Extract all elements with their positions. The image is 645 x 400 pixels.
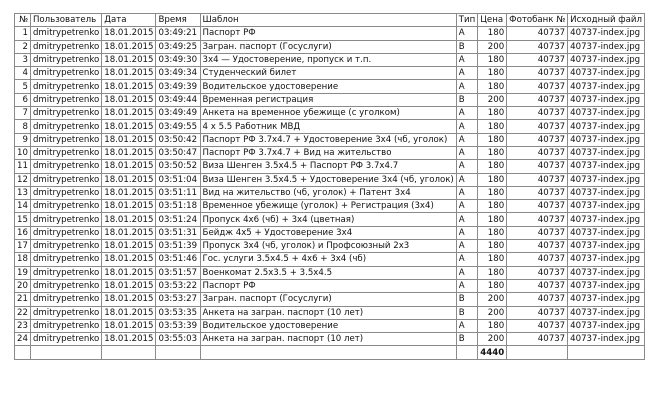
cell-date: 18.01.2015 [102,160,156,173]
cell-photobank: 40737 [507,173,568,186]
cell-type: A [456,53,477,66]
cell-time: 03:51:18 [156,200,200,213]
cell-photobank: 40737 [507,293,568,306]
cell-template: Виза Шенген 3.5x4.5 + Паспорт РФ 3.7x4.7 [200,160,456,173]
cell-user: dmitrypetrenko [30,186,101,199]
cell-photobank: 40737 [507,266,568,279]
cell-user: dmitrypetrenko [30,67,101,80]
cell-price: 180 [478,253,507,266]
table-row [15,53,645,66]
table-row [15,306,645,319]
cell-price: 180 [478,200,507,213]
cell-source-file: 40737-index.jpg [568,293,645,306]
cell-time: 03:49:55 [156,120,200,133]
cell-date: 18.01.2015 [102,53,156,66]
cell-time: 03:51:31 [156,226,200,239]
header-number: № [15,14,31,27]
cell-time: 03:51:24 [156,213,200,226]
cell-template: Временная регистрация [200,93,456,106]
cell-date: 18.01.2015 [102,67,156,80]
table-row [15,146,645,159]
cell-number: 8 [15,120,31,133]
cell-template: Паспорт РФ [200,27,456,40]
cell-template: Водительское удостоверение [200,319,456,332]
cell-date: 18.01.2015 [102,226,156,239]
cell-time: 03:51:11 [156,186,200,199]
cell-template: Гос. услуги 3.5x4.5 + 4x6 + 3x4 (чб) [200,253,456,266]
cell-photobank: 40737 [507,319,568,332]
cell-template: Пропуск 3x4 (чб, уголок) и Профсоюзный 2x3 [200,240,456,253]
cell-template: Временное убежище (уголок) + Регистрация (3x4) [200,200,456,213]
cell-user: dmitrypetrenko [30,226,101,239]
total-cell-empty [15,346,31,359]
cell-number: 4 [15,67,31,80]
cell-photobank: 40737 [507,333,568,346]
cell-price: 180 [478,67,507,80]
cell-photobank: 40737 [507,40,568,53]
cell-type: A [456,279,477,292]
cell-date: 18.01.2015 [102,40,156,53]
cell-photobank: 40737 [507,226,568,239]
cell-photobank: 40737 [507,240,568,253]
cell-type: A [456,120,477,133]
cell-time: 03:51:57 [156,266,200,279]
cell-source-file: 40737-index.jpg [568,226,645,239]
cell-type: B [456,40,477,53]
table-row [15,27,645,40]
cell-time: 03:49:21 [156,27,200,40]
cell-number: 12 [15,173,31,186]
cell-template: Вид на жительство (чб, уголок) + Патент 3x4 [200,186,456,199]
total-cell-empty [102,346,156,359]
orders-table-container [14,13,645,360]
cell-price: 180 [478,160,507,173]
total-cell-empty [30,346,101,359]
cell-price: 180 [478,146,507,159]
cell-price: 180 [478,226,507,239]
cell-template: Паспорт РФ 3.7x4.7 + Удостоверение 3x4 (чб, уголок) [200,133,456,146]
table-row [15,279,645,292]
cell-user: dmitrypetrenko [30,80,101,93]
cell-date: 18.01.2015 [102,333,156,346]
cell-time: 03:53:39 [156,319,200,332]
cell-user: dmitrypetrenko [30,293,101,306]
cell-source-file: 40737-index.jpg [568,213,645,226]
cell-type: B [456,306,477,319]
cell-number: 9 [15,133,31,146]
cell-date: 18.01.2015 [102,240,156,253]
cell-number: 3 [15,53,31,66]
cell-user: dmitrypetrenko [30,133,101,146]
cell-price: 200 [478,93,507,106]
table-row [15,133,645,146]
table-row [15,240,645,253]
cell-price: 200 [478,40,507,53]
cell-type: B [456,293,477,306]
cell-source-file: 40737-index.jpg [568,133,645,146]
cell-date: 18.01.2015 [102,213,156,226]
table-row [15,319,645,332]
table-row [15,173,645,186]
cell-type: A [456,146,477,159]
header-source-file: Исходный файл [568,14,645,27]
cell-date: 18.01.2015 [102,120,156,133]
cell-time: 03:50:42 [156,133,200,146]
cell-price: 200 [478,333,507,346]
cell-source-file: 40737-index.jpg [568,146,645,159]
cell-number: 20 [15,279,31,292]
header-price: Цена [478,14,507,27]
cell-type: A [456,107,477,120]
cell-photobank: 40737 [507,93,568,106]
table-row [15,93,645,106]
cell-type: A [456,226,477,239]
cell-time: 03:53:27 [156,293,200,306]
cell-time: 03:49:39 [156,80,200,93]
cell-source-file: 40737-index.jpg [568,306,645,319]
cell-type: A [456,200,477,213]
cell-date: 18.01.2015 [102,186,156,199]
cell-number: 10 [15,146,31,159]
cell-user: dmitrypetrenko [30,120,101,133]
table-row [15,107,645,120]
cell-number: 2 [15,40,31,53]
header-user: Пользователь [30,14,101,27]
cell-price: 180 [478,279,507,292]
cell-type: A [456,173,477,186]
cell-number: 1 [15,27,31,40]
cell-user: dmitrypetrenko [30,253,101,266]
cell-photobank: 40737 [507,279,568,292]
cell-price: 200 [478,293,507,306]
total-cell-empty [568,346,645,359]
cell-source-file: 40737-index.jpg [568,93,645,106]
cell-photobank: 40737 [507,213,568,226]
table-row [15,253,645,266]
cell-source-file: 40737-index.jpg [568,200,645,213]
cell-number: 18 [15,253,31,266]
cell-photobank: 40737 [507,80,568,93]
cell-template: 3x4 — Удостоверение, пропуск и т.п. [200,53,456,66]
cell-photobank: 40737 [507,67,568,80]
orders-table [14,13,645,360]
cell-number: 7 [15,107,31,120]
cell-source-file: 40737-index.jpg [568,279,645,292]
cell-template: 4 x 5.5 Работник МВД [200,120,456,133]
cell-template: Виза Шенген 3.5x4.5 + Удостоверение 3x4 (чб, уголок) [200,173,456,186]
cell-user: dmitrypetrenko [30,319,101,332]
cell-user: dmitrypetrenko [30,200,101,213]
cell-time: 03:51:46 [156,253,200,266]
cell-price: 180 [478,107,507,120]
cell-template: Анкета на загран. паспорт (10 лет) [200,333,456,346]
cell-source-file: 40737-index.jpg [568,160,645,173]
table-row [15,200,645,213]
cell-date: 18.01.2015 [102,319,156,332]
cell-template: Водительское удостоверение [200,80,456,93]
cell-type: A [456,186,477,199]
cell-time: 03:49:25 [156,40,200,53]
cell-time: 03:49:49 [156,107,200,120]
cell-template: Паспорт РФ 3.7x4.7 + Вид на жительство [200,146,456,159]
cell-photobank: 40737 [507,53,568,66]
cell-number: 23 [15,319,31,332]
cell-date: 18.01.2015 [102,279,156,292]
cell-time: 03:50:47 [156,146,200,159]
cell-time: 03:49:44 [156,93,200,106]
cell-source-file: 40737-index.jpg [568,40,645,53]
cell-source-file: 40737-index.jpg [568,253,645,266]
cell-number: 13 [15,186,31,199]
cell-number: 14 [15,200,31,213]
cell-time: 03:50:52 [156,160,200,173]
cell-number: 16 [15,226,31,239]
cell-photobank: 40737 [507,107,568,120]
cell-number: 11 [15,160,31,173]
table-row [15,266,645,279]
cell-photobank: 40737 [507,200,568,213]
cell-photobank: 40737 [507,186,568,199]
header-type: Тип [456,14,477,27]
cell-user: dmitrypetrenko [30,107,101,120]
cell-type: A [456,67,477,80]
cell-type: A [456,133,477,146]
cell-price: 180 [478,80,507,93]
cell-time: 03:51:39 [156,240,200,253]
cell-template: Анкета на временное убежище (с уголком) [200,107,456,120]
cell-number: 24 [15,333,31,346]
cell-type: A [456,213,477,226]
cell-user: dmitrypetrenko [30,146,101,159]
cell-template: Загран. паспорт (Госуслуги) [200,40,456,53]
total-sum: 4440 [478,346,507,359]
cell-time: 03:51:04 [156,173,200,186]
cell-date: 18.01.2015 [102,293,156,306]
cell-template: Студенческий билет [200,67,456,80]
cell-source-file: 40737-index.jpg [568,120,645,133]
cell-source-file: 40737-index.jpg [568,173,645,186]
total-cell-empty [200,346,456,359]
cell-photobank: 40737 [507,133,568,146]
cell-type: A [456,240,477,253]
header-photobank: Фотобанк № [507,14,568,27]
cell-source-file: 40737-index.jpg [568,67,645,80]
cell-template: Анкета на загран. паспорт (10 лет) [200,306,456,319]
cell-type: A [456,160,477,173]
cell-date: 18.01.2015 [102,200,156,213]
cell-source-file: 40737-index.jpg [568,240,645,253]
cell-type: A [456,253,477,266]
cell-date: 18.01.2015 [102,306,156,319]
table-row [15,186,645,199]
table-row [15,213,645,226]
cell-price: 180 [478,266,507,279]
cell-source-file: 40737-index.jpg [568,27,645,40]
cell-date: 18.01.2015 [102,27,156,40]
cell-user: dmitrypetrenko [30,40,101,53]
cell-source-file: 40737-index.jpg [568,319,645,332]
cell-date: 18.01.2015 [102,93,156,106]
cell-source-file: 40737-index.jpg [568,80,645,93]
cell-price: 180 [478,27,507,40]
cell-number: 19 [15,266,31,279]
cell-type: B [456,333,477,346]
cell-photobank: 40737 [507,253,568,266]
cell-template: Бейдж 4x5 + Удостоверение 3x4 [200,226,456,239]
cell-photobank: 40737 [507,27,568,40]
cell-price: 180 [478,186,507,199]
cell-source-file: 40737-index.jpg [568,266,645,279]
cell-template: Паспорт РФ [200,279,456,292]
header-template: Шаблон [200,14,456,27]
cell-price: 200 [478,306,507,319]
cell-user: dmitrypetrenko [30,213,101,226]
cell-user: dmitrypetrenko [30,27,101,40]
header-date: Дата [102,14,156,27]
table-row [15,40,645,53]
table-total-row [15,346,645,359]
cell-time: 03:49:30 [156,53,200,66]
cell-time: 03:55:03 [156,333,200,346]
cell-source-file: 40737-index.jpg [568,186,645,199]
cell-type: A [456,266,477,279]
total-cell-empty [156,346,200,359]
table-row [15,293,645,306]
cell-template: Военкомат 2.5x3.5 + 3.5x4.5 [200,266,456,279]
cell-number: 15 [15,213,31,226]
table-row [15,67,645,80]
cell-number: 21 [15,293,31,306]
cell-user: dmitrypetrenko [30,279,101,292]
cell-user: dmitrypetrenko [30,53,101,66]
cell-type: A [456,80,477,93]
cell-date: 18.01.2015 [102,173,156,186]
cell-photobank: 40737 [507,120,568,133]
cell-price: 180 [478,173,507,186]
cell-type: A [456,27,477,40]
cell-type: A [456,319,477,332]
cell-user: dmitrypetrenko [30,93,101,106]
total-cell-empty [456,346,477,359]
table-row [15,160,645,173]
header-time: Время [156,14,200,27]
cell-price: 180 [478,53,507,66]
table-header-row [15,14,645,27]
total-cell-empty [507,346,568,359]
cell-source-file: 40737-index.jpg [568,107,645,120]
cell-source-file: 40737-index.jpg [568,333,645,346]
cell-user: dmitrypetrenko [30,160,101,173]
cell-photobank: 40737 [507,160,568,173]
cell-user: dmitrypetrenko [30,240,101,253]
cell-user: dmitrypetrenko [30,173,101,186]
cell-time: 03:49:34 [156,67,200,80]
table-row [15,80,645,93]
cell-date: 18.01.2015 [102,80,156,93]
cell-number: 17 [15,240,31,253]
cell-source-file: 40737-index.jpg [568,53,645,66]
cell-number: 5 [15,80,31,93]
cell-date: 18.01.2015 [102,107,156,120]
table-row [15,333,645,346]
cell-number: 6 [15,93,31,106]
cell-price: 180 [478,213,507,226]
cell-user: dmitrypetrenko [30,333,101,346]
cell-date: 18.01.2015 [102,133,156,146]
cell-time: 03:53:22 [156,279,200,292]
cell-date: 18.01.2015 [102,253,156,266]
cell-price: 180 [478,319,507,332]
cell-photobank: 40737 [507,306,568,319]
cell-time: 03:53:35 [156,306,200,319]
cell-date: 18.01.2015 [102,266,156,279]
cell-template: Пропуск 4x6 (чб) + 3x4 (цветная) [200,213,456,226]
cell-user: dmitrypetrenko [30,306,101,319]
cell-price: 180 [478,120,507,133]
cell-user: dmitrypetrenko [30,266,101,279]
cell-template: Загран. паспорт (Госуслуги) [200,293,456,306]
cell-price: 180 [478,133,507,146]
table-body [15,27,645,346]
cell-number: 22 [15,306,31,319]
cell-date: 18.01.2015 [102,146,156,159]
table-row [15,226,645,239]
cell-photobank: 40737 [507,146,568,159]
cell-type: B [456,93,477,106]
table-row [15,120,645,133]
cell-price: 180 [478,240,507,253]
